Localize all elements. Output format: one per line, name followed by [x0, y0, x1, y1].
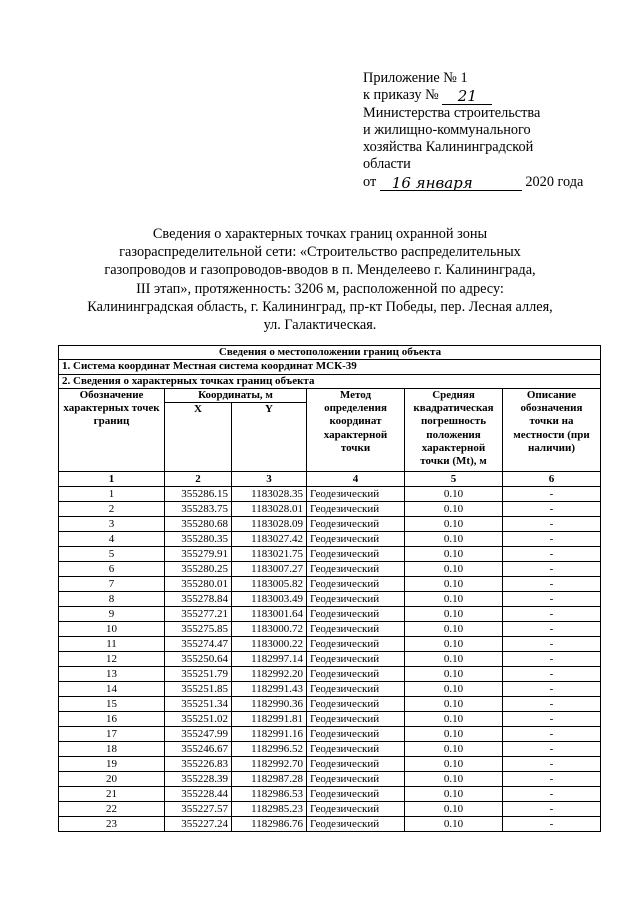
description-cell: - — [503, 562, 601, 577]
coord-x-cell: 355251.02 — [165, 712, 232, 727]
method-cell: Геодезический — [307, 517, 405, 532]
appendix-block — [363, 70, 613, 191]
method-cell: Геодезический — [307, 622, 405, 637]
method-cell: Геодезический — [307, 502, 405, 517]
description-cell: - — [503, 532, 601, 547]
accuracy-cell: 0.10 — [405, 787, 503, 802]
ministry-line-4: области — [363, 156, 411, 173]
document-heading — [30, 225, 610, 334]
header-coordinates: Координаты, м — [165, 388, 307, 402]
method-cell: Геодезический — [307, 697, 405, 712]
accuracy-cell: 0.10 — [405, 802, 503, 817]
point-number-cell: 7 — [59, 577, 165, 592]
table-title: Сведения о местоположении границ объекта — [59, 346, 601, 360]
coord-y-cell: 1182985.23 — [232, 802, 307, 817]
accuracy-cell: 0.10 — [405, 517, 503, 532]
coord-y-cell: 1183003.49 — [232, 592, 307, 607]
table-row — [59, 727, 601, 742]
description-cell: - — [503, 502, 601, 517]
accuracy-cell: 0.10 — [405, 547, 503, 562]
coord-x-cell: 355280.35 — [165, 532, 232, 547]
table-row — [59, 667, 601, 682]
point-number-cell: 19 — [59, 757, 165, 772]
order-prefix: к приказу № — [363, 87, 439, 104]
method-cell: Геодезический — [307, 652, 405, 667]
method-cell: Геодезический — [307, 757, 405, 772]
method-cell: Геодезический — [307, 547, 405, 562]
points-section-title: 2. Сведения о характерных точках границ объекта — [59, 374, 601, 388]
accuracy-cell: 0.10 — [405, 592, 503, 607]
coord-x-cell: 355283.75 — [165, 502, 232, 517]
coord-x-cell: 355226.83 — [165, 757, 232, 772]
table-row — [59, 517, 601, 532]
col-number: 3 — [232, 472, 307, 487]
date-line — [363, 174, 613, 191]
coord-x-cell: 355274.47 — [165, 637, 232, 652]
coord-x-cell: 355251.85 — [165, 682, 232, 697]
description-cell: - — [503, 757, 601, 772]
header-accuracy: Средняя квадратическая погрешность положения характерной точки (Mt), м — [405, 388, 503, 471]
accuracy-cell: 0.10 — [405, 757, 503, 772]
ministry-line-3: хозяйства Калининградской — [363, 139, 534, 156]
coord-x-cell: 355280.25 — [165, 562, 232, 577]
section-1-row — [59, 360, 601, 374]
point-number-cell: 21 — [59, 787, 165, 802]
accuracy-cell: 0.10 — [405, 742, 503, 757]
coord-x-cell: 355228.39 — [165, 772, 232, 787]
table-title-row — [59, 346, 601, 360]
coord-x-cell: 355279.91 — [165, 547, 232, 562]
boundary-points-table — [58, 345, 601, 832]
col-number: 6 — [503, 472, 601, 487]
ministry-line-2: и жилищно-коммунального — [363, 121, 531, 138]
description-cell: - — [503, 652, 601, 667]
description-cell: - — [503, 622, 601, 637]
col-number: 1 — [59, 472, 165, 487]
point-number-cell: 6 — [59, 562, 165, 577]
coordinate-system: 1. Система координат Местная система координат МСК-39 — [59, 360, 601, 374]
col-number: 4 — [307, 472, 405, 487]
point-number-cell: 14 — [59, 682, 165, 697]
coord-x-cell: 355228.44 — [165, 787, 232, 802]
order-number: 21 — [442, 88, 492, 105]
description-cell: - — [503, 742, 601, 757]
coord-y-cell: 1182991.81 — [232, 712, 307, 727]
table-row — [59, 652, 601, 667]
description-cell: - — [503, 487, 601, 502]
column-numbers-row — [59, 472, 601, 487]
date-suffix: 2020 года — [525, 173, 584, 190]
coord-y-cell: 1182992.70 — [232, 757, 307, 772]
accuracy-cell: 0.10 — [405, 577, 503, 592]
header-row-1 — [59, 388, 601, 402]
accuracy-cell: 0.10 — [405, 652, 503, 667]
coord-x-cell: 355280.68 — [165, 517, 232, 532]
header-x: X — [165, 403, 232, 472]
point-number-cell: 3 — [59, 517, 165, 532]
header-description: Описание обозначения точки на местности (при наличии) — [503, 388, 601, 471]
coord-x-cell: 355250.64 — [165, 652, 232, 667]
accuracy-cell: 0.10 — [405, 772, 503, 787]
point-number-cell: 17 — [59, 727, 165, 742]
table-row — [59, 802, 601, 817]
coord-x-cell: 355251.34 — [165, 697, 232, 712]
description-cell: - — [503, 547, 601, 562]
coord-y-cell: 1183001.64 — [232, 607, 307, 622]
point-number-cell: 15 — [59, 697, 165, 712]
table-row — [59, 682, 601, 697]
coord-y-cell: 1183007.27 — [232, 562, 307, 577]
accuracy-cell: 0.10 — [405, 667, 503, 682]
point-number-cell: 20 — [59, 772, 165, 787]
coord-x-cell: 355247.99 — [165, 727, 232, 742]
coord-y-cell: 1182992.20 — [232, 667, 307, 682]
coord-y-cell: 1183000.22 — [232, 637, 307, 652]
heading-line-2: газораспределительной сети: «Строительство распределительных — [119, 244, 521, 261]
col-number: 5 — [405, 472, 503, 487]
table-row — [59, 622, 601, 637]
appendix-title: Приложение № 1 — [363, 70, 468, 86]
description-cell: - — [503, 787, 601, 802]
method-cell: Геодезический — [307, 727, 405, 742]
coord-y-cell: 1183021.75 — [232, 547, 307, 562]
coord-x-cell: 355280.01 — [165, 577, 232, 592]
table-row — [59, 562, 601, 577]
description-cell: - — [503, 607, 601, 622]
coord-y-cell: 1182987.28 — [232, 772, 307, 787]
coord-x-cell: 355246.67 — [165, 742, 232, 757]
description-cell: - — [503, 667, 601, 682]
table-row — [59, 697, 601, 712]
heading-line-5: Калининградская область, г. Калининград, пр-кт Победы, пер. Лесная аллея, — [87, 298, 553, 315]
coord-y-cell: 1183028.35 — [232, 487, 307, 502]
table-row — [59, 757, 601, 772]
table-row — [59, 607, 601, 622]
table-row — [59, 742, 601, 757]
point-number-cell: 22 — [59, 802, 165, 817]
description-cell: - — [503, 592, 601, 607]
method-cell: Геодезический — [307, 787, 405, 802]
table-row — [59, 577, 601, 592]
coord-x-cell: 355277.21 — [165, 607, 232, 622]
accuracy-cell: 0.10 — [405, 502, 503, 517]
description-cell: - — [503, 802, 601, 817]
description-cell: - — [503, 517, 601, 532]
method-cell: Геодезический — [307, 682, 405, 697]
point-number-cell: 2 — [59, 502, 165, 517]
table-row — [59, 817, 601, 832]
coord-y-cell: 1182986.53 — [232, 787, 307, 802]
point-number-cell: 5 — [59, 547, 165, 562]
accuracy-cell: 0.10 — [405, 637, 503, 652]
description-cell: - — [503, 637, 601, 652]
point-number-cell: 4 — [59, 532, 165, 547]
heading-line-6: ул. Галактическая. — [263, 317, 377, 334]
description-cell: - — [503, 817, 601, 832]
date-handwritten: 16 января — [380, 175, 522, 191]
method-cell: Геодезический — [307, 742, 405, 757]
coord-y-cell: 1182997.14 — [232, 652, 307, 667]
method-cell: Геодезический — [307, 637, 405, 652]
point-number-cell: 23 — [59, 817, 165, 832]
table-row — [59, 772, 601, 787]
coord-y-cell: 1182991.16 — [232, 727, 307, 742]
table-row — [59, 487, 601, 502]
point-number-cell: 12 — [59, 652, 165, 667]
coord-y-cell: 1183028.09 — [232, 517, 307, 532]
accuracy-cell: 0.10 — [405, 622, 503, 637]
point-number-cell: 18 — [59, 742, 165, 757]
method-cell: Геодезический — [307, 712, 405, 727]
point-number-cell: 1 — [59, 487, 165, 502]
method-cell: Геодезический — [307, 562, 405, 577]
header-designation: Обозначение характерных точек границ — [59, 388, 165, 471]
accuracy-cell: 0.10 — [405, 682, 503, 697]
accuracy-cell: 0.10 — [405, 607, 503, 622]
accuracy-cell: 0.10 — [405, 532, 503, 547]
coord-y-cell: 1182991.43 — [232, 682, 307, 697]
order-line — [363, 87, 613, 104]
table-row — [59, 547, 601, 562]
table-row — [59, 712, 601, 727]
coord-x-cell: 355227.24 — [165, 817, 232, 832]
description-cell: - — [503, 577, 601, 592]
table-rows — [59, 487, 601, 832]
method-cell: Геодезический — [307, 592, 405, 607]
table-row — [59, 787, 601, 802]
method-cell: Геодезический — [307, 772, 405, 787]
accuracy-cell: 0.10 — [405, 562, 503, 577]
coord-y-cell: 1183028.01 — [232, 502, 307, 517]
coord-y-cell: 1182986.76 — [232, 817, 307, 832]
point-number-cell: 10 — [59, 622, 165, 637]
description-cell: - — [503, 682, 601, 697]
accuracy-cell: 0.10 — [405, 817, 503, 832]
coord-y-cell: 1183000.72 — [232, 622, 307, 637]
accuracy-cell: 0.10 — [405, 487, 503, 502]
table-row — [59, 637, 601, 652]
description-cell: - — [503, 697, 601, 712]
method-cell: Геодезический — [307, 532, 405, 547]
date-prefix: от — [363, 173, 377, 190]
coord-x-cell: 355227.57 — [165, 802, 232, 817]
heading-line-1: Сведения о характерных точках границ охранной зоны — [152, 226, 488, 242]
method-cell: Геодезический — [307, 802, 405, 817]
coord-y-cell: 1183005.82 — [232, 577, 307, 592]
method-cell: Геодезический — [307, 577, 405, 592]
table-row — [59, 592, 601, 607]
ministry-line-1: Министерства строительства — [363, 104, 541, 121]
accuracy-cell: 0.10 — [405, 697, 503, 712]
coord-y-cell: 1182996.52 — [232, 742, 307, 757]
point-number-cell: 16 — [59, 712, 165, 727]
method-cell: Геодезический — [307, 667, 405, 682]
method-cell: Геодезический — [307, 817, 405, 832]
header-y: Y — [232, 403, 307, 472]
method-cell: Геодезический — [307, 487, 405, 502]
description-cell: - — [503, 772, 601, 787]
coord-y-cell: 1182990.36 — [232, 697, 307, 712]
coord-x-cell: 355286.15 — [165, 487, 232, 502]
accuracy-cell: 0.10 — [405, 727, 503, 742]
heading-line-3: газопроводов и газопроводов-вводов в п. Менделеево г. Калининграда, — [104, 262, 536, 279]
table-row — [59, 502, 601, 517]
table-row — [59, 532, 601, 547]
coord-y-cell: 1183027.42 — [232, 532, 307, 547]
description-cell: - — [503, 727, 601, 742]
coord-x-cell: 355275.85 — [165, 622, 232, 637]
point-number-cell: 11 — [59, 637, 165, 652]
point-number-cell: 8 — [59, 592, 165, 607]
heading-line-4: III этап», протяженность: 3206 м, расположенной по адресу: — [136, 280, 504, 297]
section-2-row — [59, 374, 601, 388]
method-cell: Геодезический — [307, 607, 405, 622]
coord-x-cell: 355278.84 — [165, 592, 232, 607]
point-number-cell: 9 — [59, 607, 165, 622]
header-method: Метод определения координат характерной точки — [307, 388, 405, 471]
col-number: 2 — [165, 472, 232, 487]
accuracy-cell: 0.10 — [405, 712, 503, 727]
description-cell: - — [503, 712, 601, 727]
point-number-cell: 13 — [59, 667, 165, 682]
coord-x-cell: 355251.79 — [165, 667, 232, 682]
